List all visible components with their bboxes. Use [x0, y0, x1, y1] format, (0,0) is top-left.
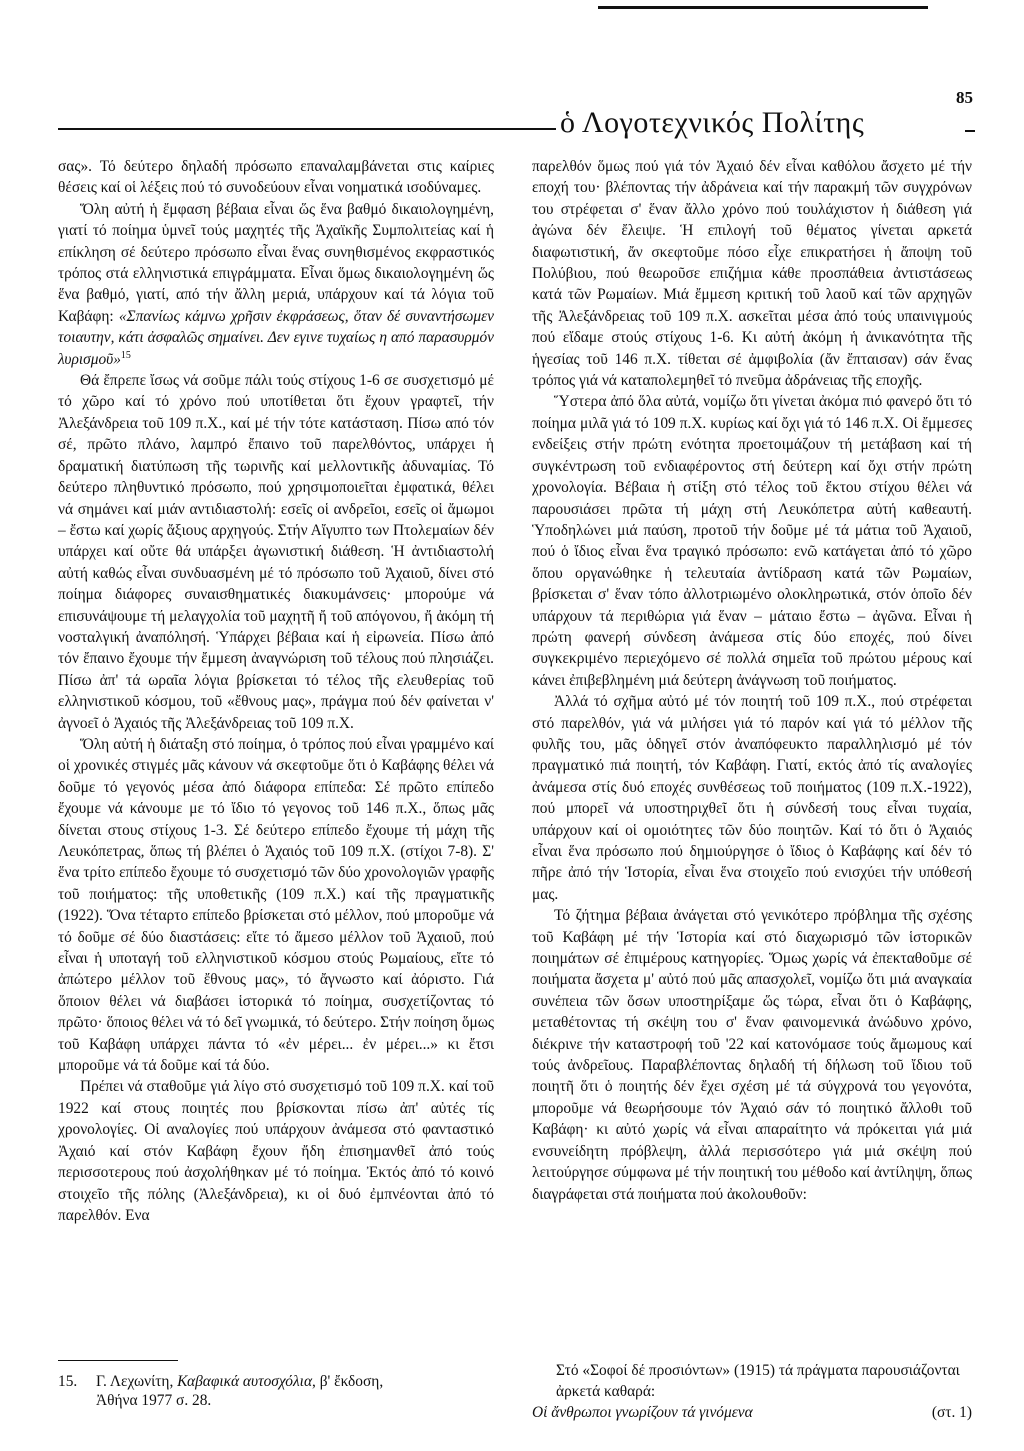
quotation: «Σπανίως κάμνω χρῆσιν ἐκφράσεως, ὅταν δέ συναντήσωμεν τοιαυτην, κάτι ἀσφαλῶς σημαίνει. Δεν εγινε τυχαίως η από παρασυρμόν λυρισμοῦ»: [58, 307, 494, 368]
footnote: [58, 1372, 498, 1410]
paragraph: Πρέπει νά σταθοῦμε γιά λίγο στό συσχετισμό τοῦ 109 π.Χ. καί τοῦ 1922 καί στους ποιητές που βρίσκονται πίσω ἀπ' αὐτές τίς χρονολογίες. Οἱ αναλογίες πού υπάρχουν ἀνάμεσα στό φανταστικό Ἀχαιό καί στόν Καβάφη ἔχουν ἤδη ἐπισημανθεῖ ἀπό τούς περισσοτερους πού ἀσχολήθηκαν μέ τό ποίημα. Ἐκτός ἀπό τό κοινό στοιχεῖο τῆς πόλης (Ἀλεξάνδρεια), κι οἱ δυό ἐμπνέονται ἀπό τό παρελθόν. Ενα: [58, 1078, 494, 1224]
quote-intro: Στό «Σοφοί δέ προσιόντων» (1915) τά πράγματα παρουσιάζονται ἀρκετά καθαρά:: [556, 1362, 960, 1401]
footnote-text: Γ. Λεχωνίτη,: [96, 1373, 178, 1390]
verse-reference: (στ. 1): [931, 1404, 972, 1421]
page-number: 85: [956, 88, 973, 107]
running-title: ὁ Λογοτεχνικός Πολίτης: [560, 106, 865, 139]
footnote-ref: 15: [120, 349, 131, 361]
header-rule: [58, 128, 556, 130]
footnote-title: Καβαφικά αυτοσχόλια: [177, 1373, 313, 1390]
footnote-number: 15.: [58, 1373, 78, 1390]
paragraph: Θά ἔπρεπε ἴσως νά σοῦμε πάλι τούς στίχους 1-6 σε συσχετισμό μέ τό χῶρο καί τό χρόνο πού υποτίθεται ὅτι ἔχουν γραφτεῖ, τήν Ἀλεξάνδρεια τοῦ 109 π.Χ., καί μέ τήν τότε κατάσταση. Πίσω από τόν σέ, πρῶτο πλάνο, λαμπρό ἔπαινο τοῦ παρελθόντος, υπάρχει ἡ δραματική διατύπωση τῆς τωρινῆς καί μελλοντικῆς ἀδυναμίας. Τό δεύτερο πληθυντικό πρόσωπο, πού χρησιμοποιεῖται ἐμφατικά, θέλει νά σημάνει καί μιάν αντιδιαστολή: εσεῖς οἱ ανδρεῖοι, εσεῖς οἱ ἄμωμοι – ἔστω καί χωρίς ἄξιους αρχηγούς. Στήν Αἴγυπτο των Πτολεμαίων δέν υπάρχει καί οὔτε θά υπάρξει ἀγωνιστική διάθεση. Ἡ ἀντιδιαστολή αὐτή καθώς εἶναι συνδυασμένη μέ τό πρόσωπο τοῦ Ἀχαιοῦ, δίνει στό ποίημα διάφορες συναισθηματικές διακυμάνσεις· μπορούμε νά επισυνάψουμε τή μελαγχολία τοῦ μαχητῆ ἤ τοῦ απόγονου, ἤ ἀκόμη τή νοσταλγική ἀναπόλησή. Ὑπάρχει βέβαια καί ἡ εἰρωνεία. Πίσω ἀπό τόν ἔπαινο ἔχουμε τήν ἔμμεση ἀναγνώριση τοῦ τέλους πού πλησιάζει. Πίσω ἀπ' τά ωραῖα λόγια βρίσκεται τό τέλος τῆς ελευθερίας τοῦ ελληνιστικοῦ κόσμου, τοῦ «ἔθνους μας», πράγμα πού δέν φαίνεται ν' ἀγνοεῖ ὁ Ἀχαιός τῆς Ἀλεξάνδρειας τοῦ 109 π.Χ.: [58, 372, 494, 732]
paragraph: παρελθόν ὅμως πού γιά τόν Ἀχαιό δέν εἶναι καθόλου ἄσχετο μέ τήν εποχή του· βλέποντας τήν ἀδράνεια καί τήν παρακμή τῶν συγχρόνων του στρέφεται σ' ἕναν ἄλλο χρόνο πού τουλάχιστον ἡ διάθεση γιά ἀγώνα δέν ἔλειψε. Ἡ επιλογή τοῦ θέματος γίνεται αρκετά διαφωτιστική, ἄν σκεφτοῦμε πόσο εἶχε επικρατήσει ἡ ἄποψη τοῦ Πολύβιου, πού θεωροῦσε επιζήμια κάθε προσπάθεια ἀντιστάσεως κατά τῶν Ρωμαίων. Μιά ἔμμεση κριτική τοῦ λαοῦ καί τῶν αρχηγῶν τῆς Ἀλεξάνδρειας τοῦ 109 π.Χ. ασκεῖται μέσα ἀπό τούς υπαινιγμούς πού εἴδαμε στούς στίχους 1-6. Κι αὐτή ἀκόμη ἡ ἀνικανότητα τῆς ἡγεσίας τοῦ 146 π.Χ. τίθεται σέ ἀμφιβολία (ἄν ἔπταισαν) σάν ἕνας τρόπος γιά νά καταπολεμηθεῖ τό πνεῦμα ἀδράνειας τῆς εποχῆς.: [532, 158, 972, 390]
poem-quote: [532, 1404, 972, 1422]
footnote-rule: [58, 1360, 178, 1361]
paragraph: Ὅλη αὐτή ἡ διάταξη στό ποίημα, ὁ τρόπος πού εἶναι γραμμένο καί οἱ χρονικές στιγμές μᾶς κάνουν νά σκεφτοῦμε ὅτι ὁ Καβάφης θέλει νά δοῦμε τό γεγονός μέσα ἀπό διάφορα επίπεδα: Σέ πρῶτο επίπεδο ἔχουμε νά κάνουμε με τό ἴδιο τό γεγονος τοῦ 146 π.Χ., ὅπως μᾶς δίνεται στους στίχους 1-3. Σέ δεύτερο επίπεδο ἔχουμε τή μάχη τῆς Λευκόπετρας, ὅπως τή βλέπει ὁ Ἀχαιός τοῦ 109 π.Χ. (στίχοι 7-8). Σ' ἕνα τρίτο επίπεδο ἔχουμε τό συσχετισμό τῶν δύο χρονολογιῶν γραφῆς τοῦ ποιήματος: τῆς υποθετικῆς (109 π.Χ.) καί τῆς πραγματικῆς (1922). Ὅνα τέταρτο επίπεδο βρίσκεται στό μέλλον, πού μποροῦμε νά τό δοῦμε σέ δύο διαστάσεις: εἴτε τό ἄμεσο μέλλον τοῦ Ἀχαιοῦ, πού εἶναι ἡ υποταγή τοῦ ελληνιστικοῦ κόσμου στούς Ρωμαίους, εἴτε τό ἀπώτερο μέλλον τοῦ ἔθνους μας», τό ἄγνωστο καί ἀόριστο. Γιά ὅποιον θέλει νά διαβάσει ἱστορικά τό ποίημα, συσχετίζοντας τό πρῶτο· ὅποιος θέλει νά τό δεῖ γνωμικά, τό δεύτερο. Στήν ποίηση ὅμως τοῦ Καβάφη υπάρχει πάντα τό «ἐν μέρει... ἐν μέρει...» κι ἔτσι μποροῦμε νά τά δοῦμε καί τά δύο.: [58, 735, 494, 1075]
paragraph: σας». Τό δεύτερο δηλαδή πρόσωπο επαναλαμβάνεται στις καίριες θέσεις καί οἱ λέξεις πού τό συνοδεύουν εἶναι νοηματικά ισοδύναμες.: [58, 158, 494, 197]
footnote-line: Ἀθήνα 1977 σ. 28.: [96, 1392, 212, 1409]
paragraph: Ἀλλά τό σχῆμα αὐτό μέ τόν ποιητή τοῦ 109 π.Χ., πού στρέφεται στό παρελθόν, γιά νά μιλήσει γιά τό παρόν καί γιά τό μέλλον τῆς φυλῆς του, μᾶς ὁδηγεῖ στόν ἀναπόφευκτο παραλληλισμό μέ τόν πραγματικό πιά ποιητή, τόν Καβάφη. Γιατί, εκτός ἀπό τίς αναλογίες ἀνάμεσα στίς δυό εποχές συνθέσεως τοῦ ποιήματος (109 π.Χ.-1922), πού μπορεῖ νά υποστηριχθεῖ ὅτι ἡ σύνδεσή τους εἶναι τυχαία, υπάρχουν καί οἱ ομοιότητες τῶν δύο ποιητῶν. Καί τό ὅτι ὁ Ἀχαιός εἶναι ἕνα πρόσωπο πού δημιούργησε ὁ ἴδιος ὁ Καβάφης καί δέν τό πῆρε ἀπό τήν Ἱστορία, εἶναι ἕνα στοιχεῖο πού ενισχύει τήν υπόθεσή μας.: [532, 693, 972, 903]
paragraph: [58, 199, 494, 370]
header-dash: [965, 130, 975, 132]
paragraph: Ὕστερα ἀπό ὅλα αὐτά, νομίζω ὅτι γίνεται ἀκόμα πιό φανερό ὅτι τό ποίημα μιλᾶ γιά τό 109 π.Χ. κυρίως καί ὄχι γιά τό 146 π.Χ. Οἱ ἔμμεσες ενδείξεις στήν πρώτη ενότητα προετοιμάζουν τή μετάβαση καί τή συγκέντρωση τοῦ ενδιαφέροντος στή δεύτερη καί ὄχι στήν πρώτη χρονολογία. Βέβαια ἡ στίξη στό τέλος τοῦ ἕκτου στίχου θέλει νά παρουσιάσει πρῶτα τή μάχη στή Λευκόπετρα αὐτή καθεαυτή. Ὑποδηλώνει μιά παύση, προτοῦ τήν δοῦμε μέ τά μάτια τοῦ Ἀχαιοῦ, πού ὁ ἴδιος εἶναι ἕνα τραγικό πρόσωπο: ενῶ κατάγεται ἀπό τό χῶρο ὅπου οργανώθηκε ἡ τελευταία ἀντίδραση κατά τῶν Ρωμαίων, βρίσκεται σ' ἕναν τόπο ἀλλοτριωμένο ολοκληρωτικά, στόν ὁποῖο δέν υπάρχουν τά περιθώρια γιά ἕναν – μάταιο ἔστω – ἀγῶνα. Εἶναι ἡ πρώτη φανερή σύνδεση ἀνάμεσα στίς δύο εποχές, πού δίνει συγκεκριμένο περιεχόμενο σέ πολλά σημεῖα τοῦ πρώτου μέρους καί κάνει ἐπιβεβλημένη μιά δεύτερη ἀνάγνωση τοῦ ποιήματος.: [532, 393, 972, 689]
right-column: [532, 156, 972, 1205]
paragraph-text: Ὅλη αὐτή ἡ ἔμφαση βέβαια εἶναι ὥς ἕνα βαθμό δικαιολογημένη, γιατί τό ποίημα ὑμνεῖ τούς μαχητές τῆς Ἀχαϊκῆς Συμπολιτείας καί ἡ επίκληση σέ δεύτερο πρόσωπο εἶναι ἕνας συνηθισμένος εκφραστικός τρόπος στά ελληνιστικά επιγράμματα. Εἶναι ὅμως δικαιολογημένη ὥς ἕνα βαθμό, γιατί, από τήν ἄλλη μεριά, υπάρχουν καί τά λόγια τοῦ Καβάφη:: [58, 200, 494, 325]
left-column: [58, 156, 494, 1226]
paragraph: Τό ζήτημα βέβαια ἀνάγεται στό γενικότερο πρόβλημα τῆς σχέσης τοῦ Καβάφη μέ τήν Ἱστορία καί στό διαχωρισμό τῶν ἱστορικῶν ποιημάτων σέ ἐπιμέρους κατηγορίες. Ὅμως χωρίς νά ἐπεκταθοῦμε σέ ποιήματα ἄσχετα μ' αὐτό πού μᾶς απασχολεῖ, νομίζω ὅτι μιά αναγκαία συνέπεια τῶν ὅσων υποστηρίξαμε ὥς τώρα, εἶναι ὅτι ὁ Καβάφης, μεταθέτοντας τή σκέψη του σ' ἕναν φαινομενικά ἀνώδυνο χρόνο, διέκρινε τήν καταστροφή τοῦ '22 καί κατονόμασε τούς ἄμωμους καί τούς ἀνδρεῖους. Παραβλέποντας δηλαδή τή δήλωση τοῦ ἴδιου τοῦ ποιητῆ ὅτι ὁ ποιητής δέν ἔχει σχέση μέ τά σύγχρονά του γεγονότα, μποροῦμε νά θεωρήσουμε τόν Ἀχαιό σάν τό ποιητικό ἄλλοθι τοῦ Καβάφη· κι αὐτό χωρίς νά εἶναι απαραίτητο νά πρόκειται γιά μιά ενσυνείδητη πρόβλεψη, ἀλλά περισσότερο γιά μιά σκέψη πού λειτούργησε σύμφωνα μέ τήν ποιητική του μέθοδο καί ἀντίληψη, ὅπως διαγράφεται στά ποιήματα πού ἀκολουθοῦν:: [532, 907, 972, 1203]
footnote-line: [58, 1372, 498, 1391]
top-rule: [598, 6, 928, 9]
poem-line: Οἱ ἄνθρωποι γνωρίζουν τά γινόμενα: [532, 1404, 753, 1421]
footnote-text: , β' ἔκδοση,: [312, 1373, 384, 1390]
